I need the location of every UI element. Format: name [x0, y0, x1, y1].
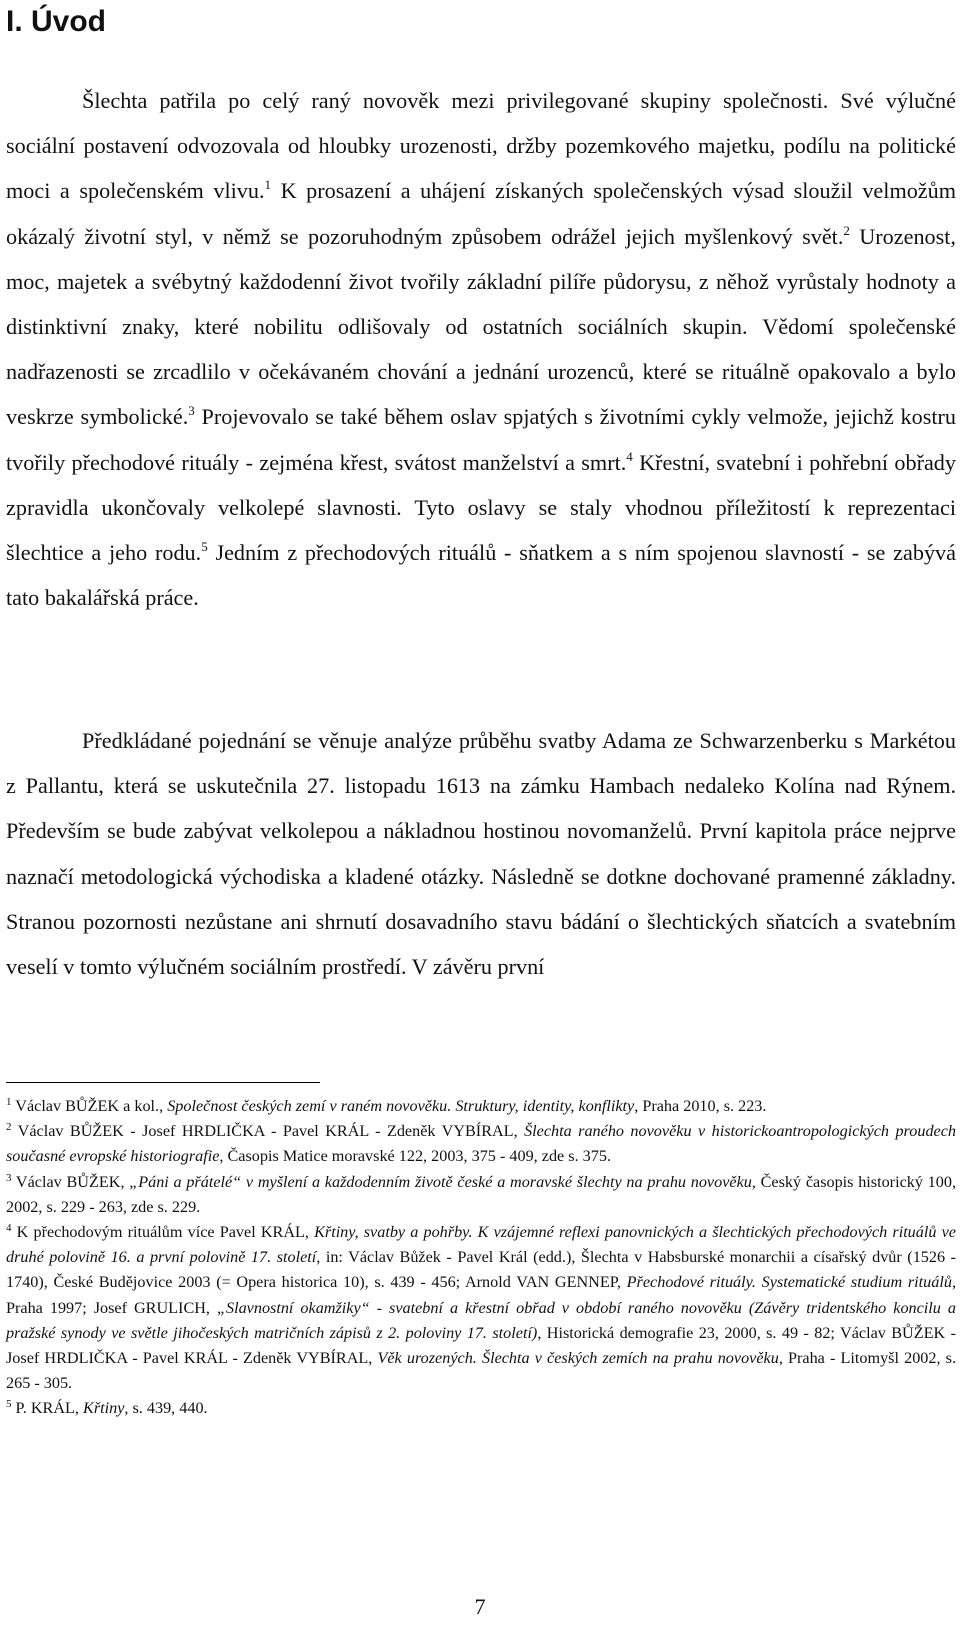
footnote-3 [6, 1170, 956, 1220]
text-run: , Praha 2010, s. 223. [634, 1097, 767, 1115]
text-run: K přechodovým rituálům více Pavel KRÁL, [11, 1223, 315, 1242]
text-run: Předkládané pojednání se věnuje analýze průběhu svatby Adama ze Schwarzenberku s Markétou z Pallantu, která se uskutečnila 27. listopadu 1613 na zámku Hambach nedaleko Kolína nad Rýnem. Především se bude zabývat velkolepou a nákladnou hostinou novomanželů. První kapitola práce nejprve naznačí metodologická východiska a kladené otázky. Následně se dotkne dochované pramenné základny. Stranou pozornosti nezůstane ani shrnutí dosavadního stavu bádání o šlechtických sňatcích a svatebním veselí v tomto výlučném sociálním prostředí. V závěru první [6, 728, 956, 980]
italic-title: Přechodové rituály. Systematické studium rituálů [626, 1273, 952, 1292]
text-run: , Praha - Litomyšl 2002, s. 265 - 305. [6, 1349, 956, 1393]
footnote-ref-4[interactable]: 4 [626, 448, 633, 464]
footnote-4 [6, 1220, 956, 1396]
italic-title: Křtiny [83, 1399, 125, 1418]
text-run: Křestní, svatební i pohřební obřady zpravidla ukončovaly velkolepé slavnosti. Tyto oslavy se staly vhodnou příležitostí k reprezentaci šlechtice a jeho rodu. [6, 449, 956, 566]
text-run: , Časopis Matice moravské 122, 2003, 375 - 409, zde s. 375. [219, 1147, 611, 1166]
footnote-number: 1 [6, 1096, 12, 1108]
text-run: K prosazení a uhájení získaných společenských výsad sloužil velmožům okázalý životní styl, v němž se pozoruhodným způsobem odrážel jejich myšlenkový svět. [6, 178, 956, 249]
footnote-number: 4 [6, 1222, 12, 1235]
italic-title: „Slavnostní okamžiky“ - svatební a křestní obřad v období raného novověku (Závěry tridentského koncilu a pražské synody ve světle jihočeských matričních zápisů z 2. poloviny 17. století) [6, 1298, 956, 1342]
footnote-number: 5 [6, 1398, 12, 1411]
text-run: Václav BŮŽEK, [11, 1172, 130, 1191]
text-run: Urozenost, moc, majetek a svébytný každodenní život tvořily základní pilíře půdorysu, z něhož vyrůstaly hodnoty a distinktivní znaky, které nobilitu odlišovaly od ostatních sociálních skupin. Vědomí společenské nadřazenosti se zrcadlilo v očekávaném chování a jednání urozenců, které se rituálně opakovalo a bylo veskrze symbolické. [6, 223, 956, 430]
footnote-separator [6, 1082, 320, 1083]
text-run: Šlechta patřila po celý raný novověk mezi privilegované skupiny společnosti. Své výlučné sociální postavení odvozovala od hloubky urozenosti, držby pozemkového majetku, podílu na politické moci a společenském vlivu. [6, 88, 956, 204]
text-run: , Praha 1997; Josef GRULICH, [6, 1273, 956, 1317]
text-run: , Český časopis historický 100, 2002, s. 229 - 263, zde s. 229. [6, 1172, 956, 1216]
text-run: Projevovalo se také během oslav spjatých s životními cykly velmože, jejichž kostru tvořily přechodové rituály - zejména křest, svátost manželství a smrt. [6, 404, 956, 475]
text-run: , Historická demografie 23, 2000, s. 49 - 82; Václav BŮŽEK - Josef HRDLIČKA - Pavel KRÁL - Zdeněk VYBÍRAL, [6, 1323, 956, 1368]
italic-title: „Páni a přátelé“ v myšlení a každodenním životě české a moravské šlechty na prahu novověku [129, 1172, 752, 1191]
page-number: 7 [474, 1594, 486, 1619]
footnote-ref-3[interactable]: 3 [188, 403, 195, 419]
footnote-ref-5[interactable]: 5 [201, 539, 208, 555]
footnote-5 [6, 1396, 956, 1421]
italic-title: Šlechta raného novověku v historickoantropologických proudech současné evropské historiografie [6, 1122, 956, 1166]
footnote-1 [6, 1094, 956, 1119]
italic-title: Věk urozených. Šlechta v českých zemích na prahu novověku [377, 1349, 779, 1368]
text-run: , in: Václav Bůžek - Pavel Král (edd.), Šlechta v Habsburské monarchii a císařský dvůr (1526 - 1740), České Budějovice 2003 (= Opera historica 10), s. 439 - 456; Arnold VAN GENNEP, [6, 1248, 956, 1292]
footnote-number: 3 [6, 1171, 12, 1184]
chapter-heading: I. Úvod [6, 5, 107, 38]
footnote-ref-2[interactable]: 2 [843, 222, 850, 238]
italic-title: Společnost českých zemí v raném novověku. Struktury, identity, konflikty [167, 1097, 635, 1115]
text-run: P. KRÁL, [11, 1399, 84, 1418]
text-run: Václav BŮŽEK - Josef HRDLIČKA - Pavel KRÁL - Zdeněk VYBÍRAL, [11, 1122, 525, 1141]
text-run: , s. 439, 440. [124, 1399, 208, 1418]
footnote-ref-1[interactable]: 1 [264, 177, 272, 193]
text-run: Jedním z přechodových rituálů - sňatkem a s ním spojenou slavností - se zabývá tato bakalářská práce. [6, 540, 956, 611]
footnote-number: 2 [6, 1121, 12, 1134]
footnote-2 [6, 1119, 956, 1169]
body-paragraph-1 [6, 78, 956, 620]
body-paragraph-2 [6, 718, 956, 989]
italic-title: Křtiny, svatby a pohřby. K vzájemné reflexi panovnických a šlechtických přechodových rituálů ve druhé polovině 16. a první polovině 17. století [6, 1223, 956, 1267]
footnotes [6, 1094, 956, 1422]
text-run: Václav BŮŽEK a kol., [11, 1097, 168, 1115]
